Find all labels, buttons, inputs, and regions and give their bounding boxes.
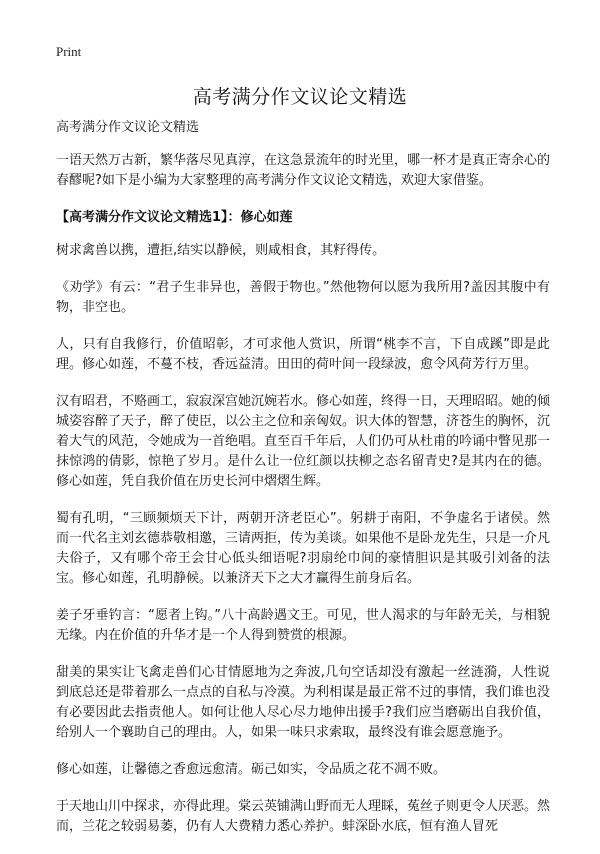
article-paragraph: 蜀有孔明，“三顾频烦天下计，两朝开济老臣心”。躬耕于南阳，不争虚名于诸侯。然而一代名主刘玄德恭敬相邀，三请两拒，传为美谈。如果他不是卧龙先生，只是一介凡夫俗子，又有哪个帝王会甘心低头细语呢?羽扇纶巾间的豪情胆识是其吸引刘备的法宝。修心如莲，孔明静候。以兼济天下之大才赢得生前身后名。: [56, 511, 551, 586]
article-paragraph: 《劝学》有云：“君子生非异也，善假于物也。”然他物何以愿为我所用?盖因其腹中有物，非空也。: [56, 280, 550, 315]
article-subtitle: 高考满分作文议论文精选: [56, 120, 200, 135]
article-paragraph: 汉有昭君，不赂画工，寂寂深宫她沉婉若水。修心如莲，终得一日，天理昭昭。她的倾城姿容醉了天子，醉了使臣，以公主之位和亲匈奴。识大体的智慧，济苍生的胸怀，沉着大气的风范，令她成为一首绝唱。直至百千年后，人们仍可从杜甫的吟诵中瞥见那一抹惊鸿的倩影，惊艳了岁月。是什么让一位红颜以扶柳之态名留青史?是其内在的德。修心如莲，凭自我价值在历史长河中熠熠生辉。: [56, 394, 551, 489]
article-paragraph: 修心如莲，让馨德之香愈远愈清。砺己如实，令品质之花不凋不败。: [56, 762, 447, 777]
article-body: [56, 118, 550, 854]
intro-paragraph: 一语天然万古新，繁华落尽见真淳，在这急景流年的时光里，哪一杯才是真正寄余心的春醪呢?如下是小编为大家整理的高考满分作文议论文精选，欢迎大家借鉴。: [56, 153, 551, 188]
article-paragraph: 姜子牙垂钓言：“愿者上钩。”八十高龄遇文王。可见，世人渴求的与年龄无关，与相貌无缘。内在价值的升华才是一个人得到赞赏的根源。: [56, 608, 550, 643]
print-link[interactable]: Print: [56, 44, 82, 59]
page-title: 高考满分作文议论文精选: [192, 86, 408, 108]
section-heading: 【高考满分作文议论文精选1】：修心如莲: [56, 210, 293, 225]
article-paragraph: 树求禽兽以携，遭拒,结实以静候，则咸相食，其籽得传。: [56, 243, 386, 258]
article-paragraph: 于天地山川中探求，亦得此理。棠云英铺满山野而无人理睬，菟丝子则更令人厌恶。然而，兰花之较弱易萎，仍有人大费精力悉心养护。蚌深卧水底，恒有渔人冒死: [56, 799, 551, 834]
article-paragraph: 人，只有自我修行，价值昭彰，才可求他人赏识，所谓“桃李不言，下自成蹊”即是此理。修心如莲，不蔓不枝，香远益清。田田的荷叶间一段绿波，愈令风荷芳行万里。: [56, 337, 550, 372]
article-paragraph: 甜美的果实让飞禽走兽们心甘情愿地为之奔波,几句空话却没有激起一丝涟漪，人性说到底总还是带着那么一点点的自私与冷漠。为利相谋是最正常不过的事情，我们谁也没有必要因此去指责他人。如何让他人尽心尽力地伸出援手?我们应当磨砺出自我价值，给别人一个襄助自己的理由。人，如果一味只求索取，最终没有谁会愿意施予。: [56, 665, 551, 740]
